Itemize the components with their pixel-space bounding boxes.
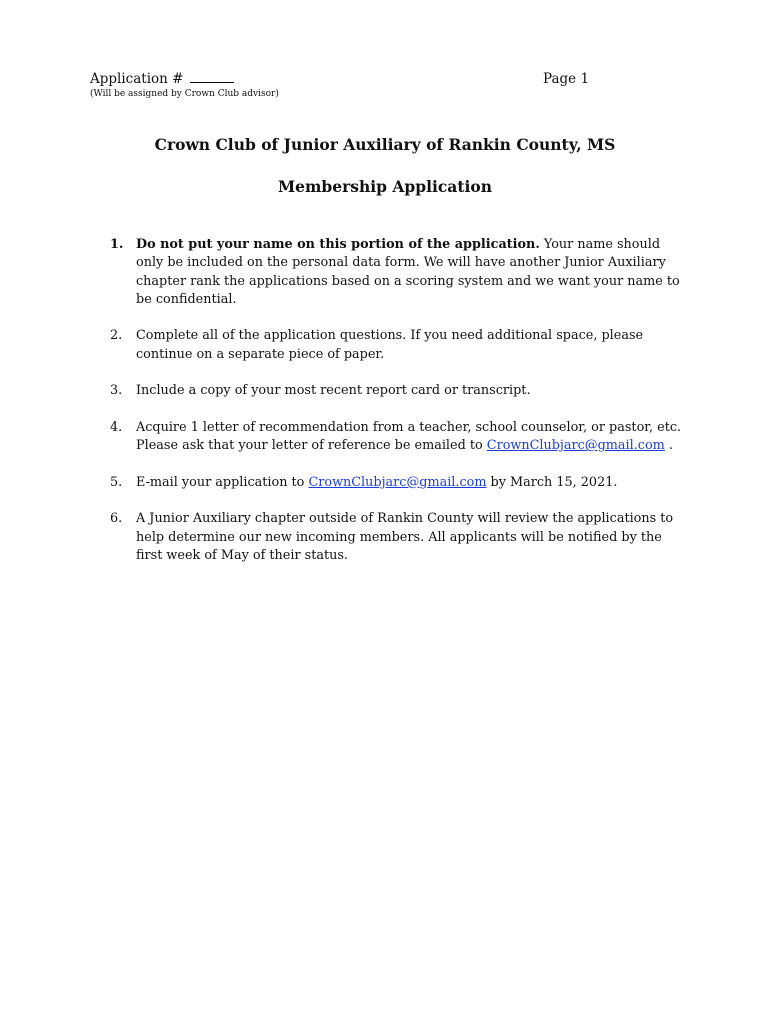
instruction-number: 2. — [110, 328, 123, 344]
instruction-item — [110, 382, 685, 400]
instruction-number: 3. — [110, 383, 123, 399]
instruction-text-end: . — [664, 438, 673, 454]
page-number: Page 1 — [543, 71, 590, 87]
instruction-item — [110, 419, 685, 456]
instruction-text: A Junior Auxiliary chapter outside of Rankin County will review the applications to help determine our new incoming members. All applicants will be notified by the first week of May of their status. — [136, 511, 674, 564]
application-number-blank — [190, 70, 234, 83]
instruction-text: Include a copy of your most recent report card or transcript. — [136, 383, 531, 399]
email-link[interactable]: CrownClubjarc@gmail.com — [308, 474, 487, 490]
instruction-text: Complete all of the application questions. If you need additional space, please continue on a separate piece of paper. — [136, 328, 644, 362]
instruction-item — [110, 474, 685, 492]
instruction-item — [110, 236, 685, 309]
organization-title: Crown Club of Junior Auxiliary of Rankin County, MS — [154, 135, 616, 154]
instructions-list — [110, 236, 685, 584]
instruction-number: 1. — [110, 237, 124, 252]
instruction-number: 4. — [110, 419, 123, 435]
application-number-label: Application # — [90, 71, 184, 87]
form-title: Membership Application — [277, 177, 493, 196]
email-link[interactable]: CrownClubjarc@gmail.com — [486, 438, 665, 454]
instruction-text: Your name should only be included on the personal data form. We will have another Junior Auxiliary chapter rank the applications based on a scoring system and we want your name to be confidential. — [136, 237, 680, 307]
instruction-number: 6. — [110, 511, 123, 527]
instruction-text: Acquire 1 letter of recommendation from a teacher, school counselor, or pastor, etc. Please ask that your letter of reference be emailed to — [136, 419, 682, 454]
instruction-text: E-mail your application to — [136, 474, 309, 490]
instruction-text-end: by March 15, 2021. — [486, 474, 618, 490]
application-number-note: (Will be assigned by Crown Club advisor) — [90, 89, 279, 99]
instruction-number: 5. — [110, 474, 123, 490]
application-number-field — [90, 70, 234, 88]
instruction-item — [110, 510, 685, 565]
instruction-item — [110, 327, 685, 364]
instruction-bold-text: Do not put your name on this portion of the application. — [136, 237, 540, 252]
